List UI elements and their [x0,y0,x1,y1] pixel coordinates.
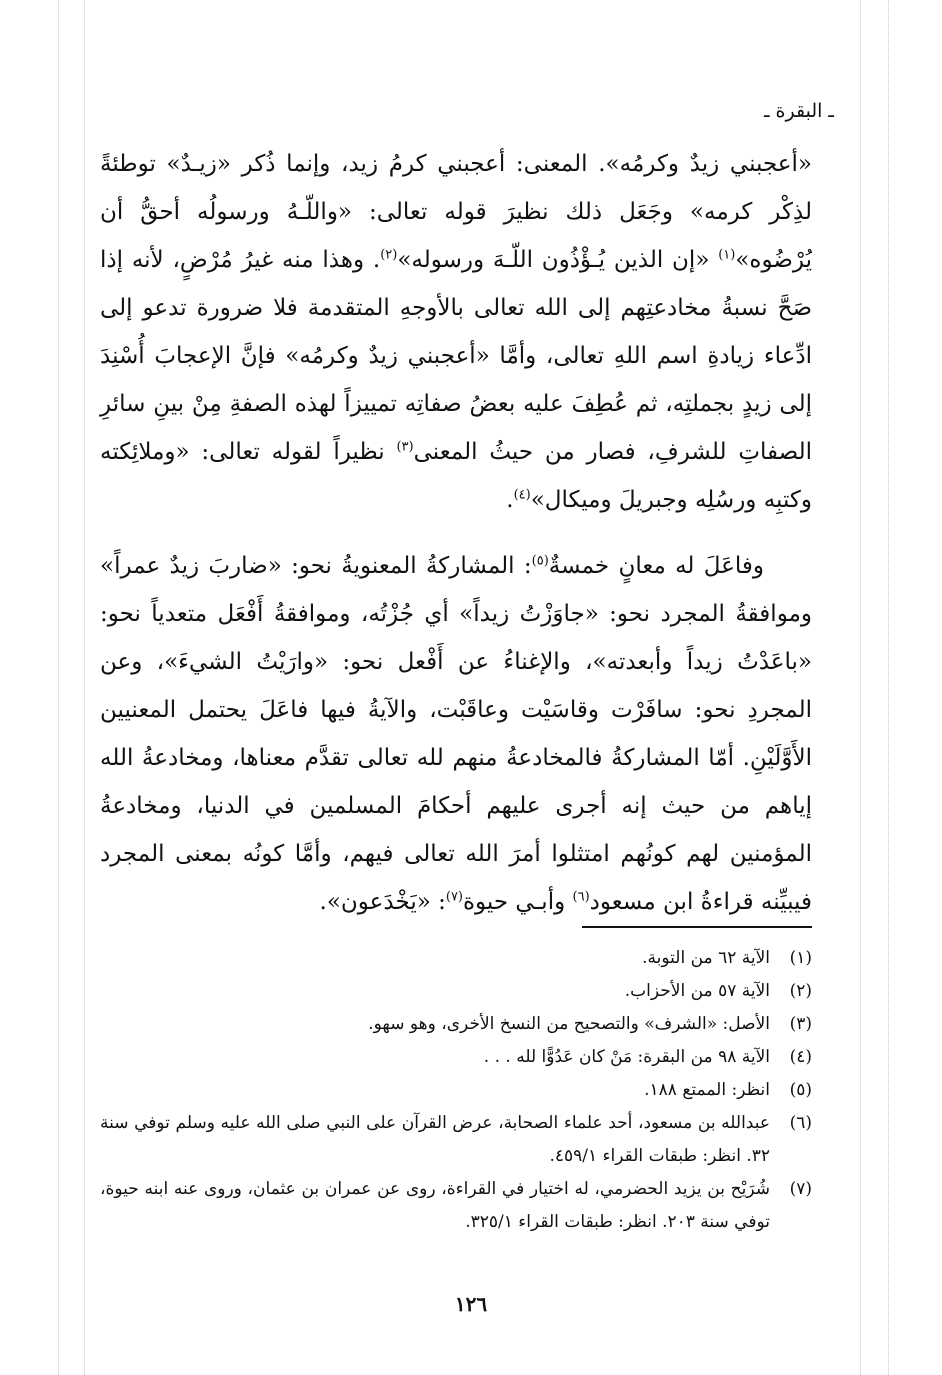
text-run: «إن الذين يُـؤْذُون اللّـهَ ورسوله» [397,247,719,273]
footnote-item [100,942,812,975]
footnote-number: (٥) [789,1080,812,1100]
footnote-ref[interactable]: (٢) [380,247,398,263]
footnotes [100,942,812,1239]
footnote-item [100,1008,812,1041]
text-run: وأبـي حيوة [463,889,573,915]
paragraph-2 [100,542,812,926]
text-run: : «يَخْدَعون». [319,889,446,915]
footnote-text: شُرَيْح بن يزيد الحضرمي، له اختيار في القراءة، روى عن عمران بن عثمان، وروى عنه ابنه حيوة، توفي سنة ٢٠٣. انظر: طبقات القراء ٣٢٥/١. [100,1179,770,1232]
running-head: ـ البقرة ـ [763,100,834,122]
text-run: . وهذا منه غيرُ مُرْضٍ، لأنه إذا صَحَّ نسبةُ مخادعتِهم إلى الله تعالى بالأوجهِ المتقدمة فلا ضرورة تدعو إلى ادِّعاء زيادةِ اسم اللهِ تعالى، وأمَّا «أعجبني زيدٌ وكرمُه» فإنَّ الإعجابَ أُسْنِدَ إلى زيدٍ بجملتِه، ثم عُطِفَ عليه بعضُ صفاتِه تمييزاً لهذه الصفةِ مِنْ بينِ سائرِ الصفاتِ للشرفِ، فصار من حيثُ المعنى [100,247,812,465]
text-run: : المشاركةُ المعنويةُ نحو: «ضاربَ زيدٌ عمراً» وموافقةُ المجرد نحو: «جاوَزْتُ زيداً» أي جُزْتُه، وموافقةُ أَفْعَل متعدياً نحو: «باعَدْتُ زيداً وأبعدته»، والإغناءُ عن أَفْعل نحو: «وارَيْتُ الشيءَ»، وعن المجردِ نحو: سافَرْت وقاسَيْت وعاقَبْت، والآيةُ فيها فاعَلَ يحتمل المعنيين الأَوَّلَيْنِ. أمّا المشاركةُ فالمخادعةُ منهم لله تعالى تقدَّم معناها، ومخادعةُ الله إياهم من حيث إنه أجرى عليهم أحكامَ المسلمين في الدنيا، ومخادعةُ المؤمنين لهم كونُهم امتثلوا أمرَ الله تعالى فيهم، وأمَّا كونُه بمعنى المجرد فيبيِّنه قراءةُ ابن مسعود [100,553,812,915]
footnote-ref[interactable]: (٤) [513,487,531,503]
scan-guide-line [84,0,85,1375]
footnote-ref[interactable]: (٣) [396,439,414,455]
footnote-item [100,1074,812,1107]
footnote-text: انظر: الممتع ١٨٨. [644,1080,770,1100]
footnote-ref[interactable]: (٥) [531,553,549,569]
footnote-item [100,1041,812,1074]
footnote-item [100,1173,812,1239]
text-run: وفاعَلَ له معانٍ خمسةٌ [548,553,764,579]
paragraph-1 [100,140,812,524]
main-text [100,140,812,926]
footnote-text: الآية ٦٢ من التوبة. [642,948,770,968]
footnote-number: (١) [789,948,812,968]
footnote-ref[interactable]: (١) [718,247,736,263]
footnote-ref[interactable]: (٦) [572,889,590,905]
footnote-number: (٧) [789,1179,812,1199]
footnote-number: (٤) [789,1047,812,1067]
footnote-ref[interactable]: (٧) [445,889,463,905]
footnote-item [100,1107,812,1173]
footnote-text: الأصل: «الشرف» والتصحيح من النسخ الأخرى، وهو سهو. [368,1014,770,1034]
footnote-text: عبدالله بن مسعود، أحد علماء الصحابة، عرض القرآن على النبي صلى الله عليه وسلم توفي سنة ٣٢. انظر: طبقات القراء ٤٥٩/١. [100,1113,770,1166]
scan-guide-line [860,0,861,1375]
text-run: . [506,487,514,513]
page-number: ١٢٦ [454,1292,488,1316]
text-run: نظيراً لقوله تعالى: «وملائِكته وكتبِه ورسُلِه وجبريلَ وميكال» [100,439,812,513]
text-run: «أعجبني زيدٌ وكرمُه». المعنى: أعجبني كرمُ زيد، وإنما ذُكر «زيـدٌ» توطئةً لذِكْر كرمه» وجَعَل ذلك نظيرَ قوله تعالى: «واللّـهُ ورسولُه أحقُّ أن يُرْضُوه» [100,151,812,273]
footnote-separator [582,926,812,928]
footnote-text: الآية ٩٨ من البقرة: مَنْ كان عَدُوًّا لله . . . [483,1047,770,1067]
footnote-item [100,975,812,1008]
scan-guide-line [888,0,889,1375]
footnote-number: (٦) [789,1113,812,1133]
scan-guide-line [58,0,59,1375]
footnote-number: (٣) [789,1014,812,1034]
footnote-text: الآية ٥٧ من الأحزاب. [624,981,770,1001]
footnote-number: (٢) [789,981,812,1001]
